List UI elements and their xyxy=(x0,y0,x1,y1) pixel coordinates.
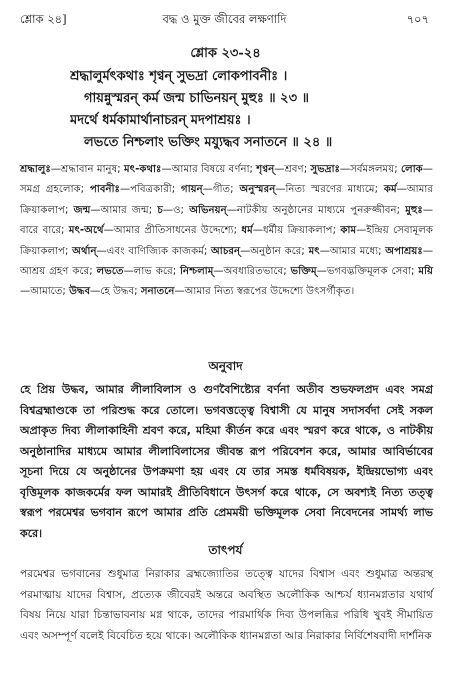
synonym-entry xyxy=(69,286,141,297)
synonym-meaning: —নাটকীয় অনুষ্ঠানের মাধ্যমে পুনরুজ্জীবন; xyxy=(226,204,406,216)
synonym-word: উদ্ধব xyxy=(69,286,91,298)
synonym-meaning: —আমার মধ্যে; xyxy=(319,245,386,257)
synonym-entry xyxy=(310,164,401,175)
synonym-meaning: —বারে বারে; xyxy=(20,204,433,237)
synonym-meaning: —অনুষ্ঠান করে; xyxy=(240,245,309,257)
synonym-meaning: —আমার জন্ম; xyxy=(90,204,158,216)
synonym-entry xyxy=(241,225,340,236)
synonym-meaning: —ধর্মীয় ক্রিয়াকলাপ; xyxy=(252,225,341,237)
synonym-entry xyxy=(141,286,354,297)
synonym-word: কর্ম xyxy=(383,184,397,196)
synonym-meaning: —আমার নিত্য স্বরূপের উদ্দেশ্যে উৎসর্গীকৃত। xyxy=(174,286,355,298)
synonym-word: অনুস্মরন্ xyxy=(239,184,276,196)
synonym-word: চ xyxy=(157,204,163,216)
translation-heading: অনুবাদ xyxy=(208,359,243,373)
synonym-meaning: —আমার ক্রিয়াকলাপ; xyxy=(20,184,433,216)
synonym-word: অপাশ্রয়ঃ xyxy=(385,245,423,257)
synonym-meaning: —পবিত্রকারী; xyxy=(119,184,182,196)
synonym-entry xyxy=(69,225,242,236)
purport-heading: তাৎপর্য xyxy=(208,543,243,557)
synonym-word: অভিনয়ন্ xyxy=(189,204,227,216)
synonym-word: অর্থান্ xyxy=(72,245,97,257)
verse-line-1: শ্রদ্ধালুর্মৎকথাঃ শৃণ্বন্ সুভদ্রা লোকপাবনীঃ । xyxy=(70,69,288,84)
synonym-meaning: —ভগবদ্ভক্তিমূলক সেবা; xyxy=(316,266,419,278)
synonym-word: সনাতনে xyxy=(140,286,175,298)
synonym-word: ধর্ম xyxy=(241,225,253,237)
word-synonyms xyxy=(20,160,433,303)
verse-heading: শ্লোক ২৩-২৪ xyxy=(190,46,261,61)
synonym-meaning: —হে উদ্ধব; xyxy=(90,286,141,298)
synonym-entry xyxy=(124,164,256,175)
verse-line-4: লভতে নিশ্চলাং ভক্তিং ময্যুদ্ধব সনাতনে ॥ ২৪ ॥ xyxy=(84,135,333,150)
synonym-meaning: —এবং বাণিজ্যিক কাজকর্ম; xyxy=(96,245,212,257)
synonym-word: ভক্তিম্ xyxy=(290,266,317,278)
sanskrit-verse xyxy=(70,66,401,154)
synonym-meaning: —ও; xyxy=(162,204,190,216)
purport-text: পরমেশ্বর ভগবানের শুধুমাত্র নিরাকার ব্রহ্মজ্যোতির তত্ত্বে যাদের বিশ্বাস এবং শুধুমাত্র অন্তরস্থ পরমাত্মায় যাদের বিশ্বাস, প্রত্যেক জীবেরই অন্তরে অবস্থিত অলৌকিক আশ্চর্য ধ্যানমগ্নতার যথার্থ বিষয় নিয়ে যারা চিন্তাভাবনায় মগ্ন থাকে, তাদের পারমার্থিক দিব্য উপলব্ধির পরিধি খুবই সীমায়িত এবং অসম্পূর্ণ বলেই বিবেচিত হয়ে থাকে। অলৌকিক ধ্যানমগ্নতা আর নিরাকার নির্বিশেষবাদী দার্শনিক xyxy=(20,568,433,642)
synonym-entry xyxy=(74,205,158,216)
synonym-meaning: —লাভ করে; xyxy=(123,266,181,278)
synonym-word: শৃণ্বন্ xyxy=(256,164,275,175)
synonym-entry xyxy=(72,246,211,257)
synonym-word: লভতে xyxy=(96,266,124,278)
synonym-meaning: —সমগ্র গ্রহলোক; xyxy=(20,164,433,196)
synonym-meaning: —শ্রদ্ধাবান মানুষ; xyxy=(50,164,124,175)
synonym-meaning: —শ্রবণ; xyxy=(274,164,311,175)
synonym-word: পাবনীঃ xyxy=(89,184,120,196)
synonym-entry xyxy=(291,266,419,277)
synonym-meaning: —নিত্য স্মরণের মাধ্যমে; xyxy=(275,184,384,196)
synonym-word: শ্রদ্ধালুঃ xyxy=(20,164,51,175)
synonym-meaning: —আমাতে; xyxy=(20,286,70,298)
header-verse-ref: শ্লোক ২৪] xyxy=(20,11,67,26)
synonym-meaning: —গীত; xyxy=(202,184,240,196)
synonym-word: মৎ-অর্থে xyxy=(68,225,104,237)
synonym-word: সুভদ্রাঃ xyxy=(310,164,340,175)
page-header xyxy=(20,10,429,30)
synonym-entry xyxy=(181,184,239,195)
verse-line-3: মদর্থে ধর্মকামার্থানাচরন্ মদপাশ্রয়ঃ । xyxy=(70,113,251,128)
synonym-entry xyxy=(309,246,386,257)
synonym-word: কাম xyxy=(340,225,357,237)
synonym-entry xyxy=(256,164,310,175)
synonym-entry xyxy=(240,184,384,195)
synonym-word: নিশ্চলাম্ xyxy=(180,266,214,278)
synonym-word: মৎ xyxy=(308,245,320,257)
synonym-meaning: —ইন্দ্রিয় সেবামূলক ক্রিয়াকলাপ; xyxy=(20,225,433,257)
synonym-word: লোক xyxy=(400,164,423,175)
synonym-word: আচরন্ xyxy=(211,245,241,257)
header-chapter-title: বদ্ধ ও মুক্ত জীবের লক্ষণাদি xyxy=(162,11,287,26)
translation-text: হে প্রিয় উদ্ধব, আমার লীলাবিলাস ও গুণবৈশিষ্ট্যের বর্ণনা অতীব শুভফলপ্রদ এবং সমগ্র বিশ্বব্রহ্মাণ্ডকে তা পরিশুদ্ধ করে তোলে। ভগবত্তত্ত্বে বিশ্বাসী যে মানুষ সদাসর্বদা সেই সকল অপ্রাকৃত দিব্য লীলাকাহিনী শ্রবণ করে, মহিমা কীর্তন করে এবং স্মরণ করে থাকে, ও নাটকীয় অনুষ্ঠানাদির মাধ্যমে আমার লীলাবিলাসের জীবন্ত রূপ পরিবেশন করে, আমার আবির্ভাবের সূচনা দিয়ে যে অনুষ্ঠানের উপক্রমণা হয় এবং যে তার সমস্ত ধর্মবিষয়ক, ইন্দ্রিয়ভোগ্য এবং বৃত্তিমূলক কাজকর্মের ফল আমারই প্রীতিবিধানে উৎসর্গ করে থাকে, সে অবশ্যই নিত্য তত্ত্ব স্বরূপ পরমেশ্বর ভগবান রূপে আমার প্রতি প্রেমময়ী ভক্তিমূলক সেবা নিবেদনের সামর্থ্য লাভ করে। xyxy=(20,383,433,540)
verse-line-2: গায়ন্নুস্মরন্ কর্ম জন্ম চাভিনয়ন্ মুহুঃ ॥ ২৩ ॥ xyxy=(84,91,309,106)
synonym-meaning: —সর্বমঙ্গলময়; xyxy=(339,164,401,175)
synonym-word: জন্ম xyxy=(73,204,91,216)
synonym-entry xyxy=(20,164,124,175)
header-page-number: ৭০৭ xyxy=(406,11,429,26)
synonym-entry xyxy=(90,184,181,195)
synonym-word: ময়ি xyxy=(418,266,433,278)
synonym-entry xyxy=(189,205,405,216)
synonym-meaning: —আমার বিষয়ে বর্ণনা; xyxy=(161,164,257,175)
synonym-meaning: —আশ্রয় গ্রহণ করে; xyxy=(20,245,433,278)
synonym-entry xyxy=(157,205,189,216)
synonym-entry xyxy=(97,266,180,277)
synonym-entry xyxy=(180,266,291,277)
synonym-word: মুহুঃ xyxy=(405,204,423,216)
synonym-word: গায়ন্ xyxy=(181,184,203,196)
synonym-word: মৎ-কথাঃ xyxy=(123,164,162,175)
synonym-meaning: —আমার প্রীতিসাধনের উদ্দেশ্যে; xyxy=(103,225,242,237)
synonym-entry xyxy=(211,246,309,257)
synonym-meaning: —অবধারিতভাবে; xyxy=(213,266,291,278)
